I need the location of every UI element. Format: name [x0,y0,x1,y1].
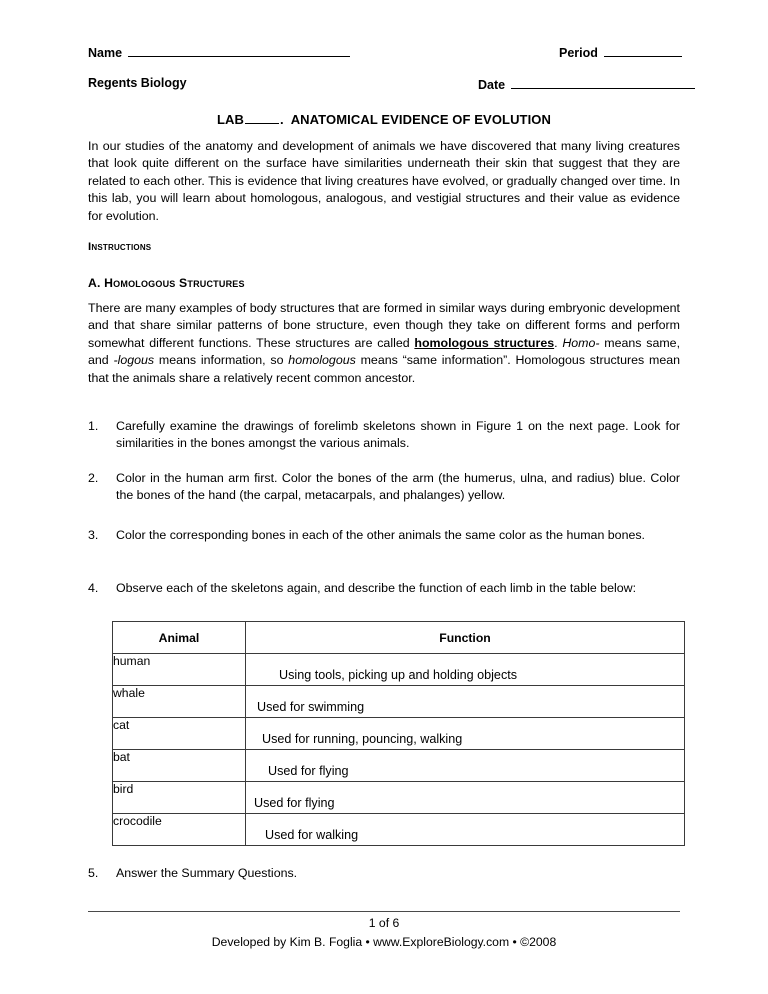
homologous-word-italic: homologous [288,353,356,368]
period-blank-line[interactable] [604,44,682,57]
function-cell-human[interactable] [246,654,685,686]
footer [88,914,680,952]
table-row [113,814,685,846]
column-header-function: Function [246,622,685,654]
lab-suffix: . [280,112,284,127]
homo-text-part5: means “same information”. Homologous structures mean that the animals share a relatively recent common ancestor. [88,353,680,385]
lab-title-text: ANATOMICAL EVIDENCE OF EVOLUTION [290,112,552,127]
function-cell-bird[interactable] [246,782,685,814]
step-item-5 [88,865,680,882]
function-cell-cat[interactable] [246,718,685,750]
function-answer-cat: Used for running, pouncing, walking [262,732,463,746]
intro-paragraph: In our studies of the anatomy and development of animals we have discovered that many living creatures that look quite different on the surface have similarities underneath their skin that suggest that they are related to each other. This is evidence that living creatures have evolved, or gradually changed over time. In this lab, you will learn about homologous, analogous, and vestigial structures and their value as evidence for evolution. [88,139,680,223]
homologous-paragraph [88,300,680,387]
table-row [113,782,685,814]
homologous-structures-term: homologous structures [414,335,555,350]
animal-cell-cat: cat [113,718,246,750]
animal-cell-crocodile: crocodile [113,814,246,846]
footer-divider [88,911,680,912]
section-a-heading: A. Homologous Structures [88,276,245,290]
function-answer-bird: Used for flying [254,796,335,810]
lab-number-blank[interactable] [245,112,279,124]
animal-cell-bat: bat [113,750,246,782]
step-number-1: 1. [88,419,99,433]
step-number-3: 3. [88,528,99,542]
header-row-name-period [88,44,680,64]
homo-text-part1: There are many examples of body structures that are formed in similar ways during embryonic development and that share similar patterns of bone structure, even though they take on different forms and perform somewhat different functions. These structures are called [88,301,680,350]
homo-text-part4: means information, so [154,353,289,368]
column-header-animal: Animal [113,622,246,654]
step-number-5: 5. [88,866,99,880]
function-answer-human: Using tools, picking up and holding objects [279,668,518,682]
page-number: 1 of 6 [368,916,400,930]
name-blank-line[interactable] [128,44,350,57]
footer-credit: Developed by Kim B. Foglia • www.ExploreBiology.com • ©2008 [211,935,557,949]
function-answer-whale: Used for swimming [257,700,365,714]
name-field-group [88,44,350,60]
function-table [112,621,685,846]
animal-cell-whale: whale [113,686,246,718]
step-item-1 [88,418,680,453]
function-cell-whale[interactable] [246,686,685,718]
step-text-1: Carefully examine the drawings of forelimb skeletons shown in Figure 1 on the next page. Look for similarities in the bones amongst the various animals. [116,419,680,451]
function-answer-bat: Used for flying [268,764,349,778]
period-field-group [559,44,682,60]
step-number-4: 4. [88,581,99,595]
step-text-5: Answer the Summary Questions. [116,866,298,880]
animal-cell-bird: bird [113,782,246,814]
page-title [88,112,680,127]
instructions-heading: Instructions [88,241,152,253]
date-blank-line[interactable] [511,76,695,89]
table-row [113,718,685,750]
step-item-2 [88,470,680,505]
step-number-2: 2. [88,471,99,485]
step-text-2: Color in the human arm first. Color the bones of the arm (the humerus, ulna, and radius) blue. Color the bones of the hand (the carpal, metacarpals, and phalanges) yellow. [116,471,680,503]
step-text-4: Observe each of the skeletons again, and describe the function of each limb in the table below: [116,581,637,595]
function-cell-bat[interactable] [246,750,685,782]
step-item-3 [88,527,680,544]
function-cell-crocodile[interactable] [246,814,685,846]
table-body [113,654,685,846]
step-text-3: Color the corresponding bones in each of the other animals the same color as the human bones. [116,528,645,542]
animal-cell-human: human [113,654,246,686]
header-row-course-date [88,76,680,96]
homo-text-part2: . [554,335,563,350]
table-row [113,686,685,718]
table-row [113,654,685,686]
name-label: Name [88,46,123,60]
period-label: Period [559,46,598,60]
course-group [88,76,187,90]
table-row [113,750,685,782]
step-item-4 [88,580,680,597]
date-field-group [478,76,695,92]
course-label: Regents Biology [88,76,187,90]
lab-prefix: LAB [216,112,245,127]
homo-text-part3: means same, and [88,335,681,368]
logous-root-italic: -logous [113,353,155,368]
table-header [113,622,685,654]
table-header-row [113,622,685,654]
function-answer-crocodile: Used for walking [265,828,359,842]
homo-root-italic: Homo- [562,335,600,350]
date-label: Date [478,78,506,92]
